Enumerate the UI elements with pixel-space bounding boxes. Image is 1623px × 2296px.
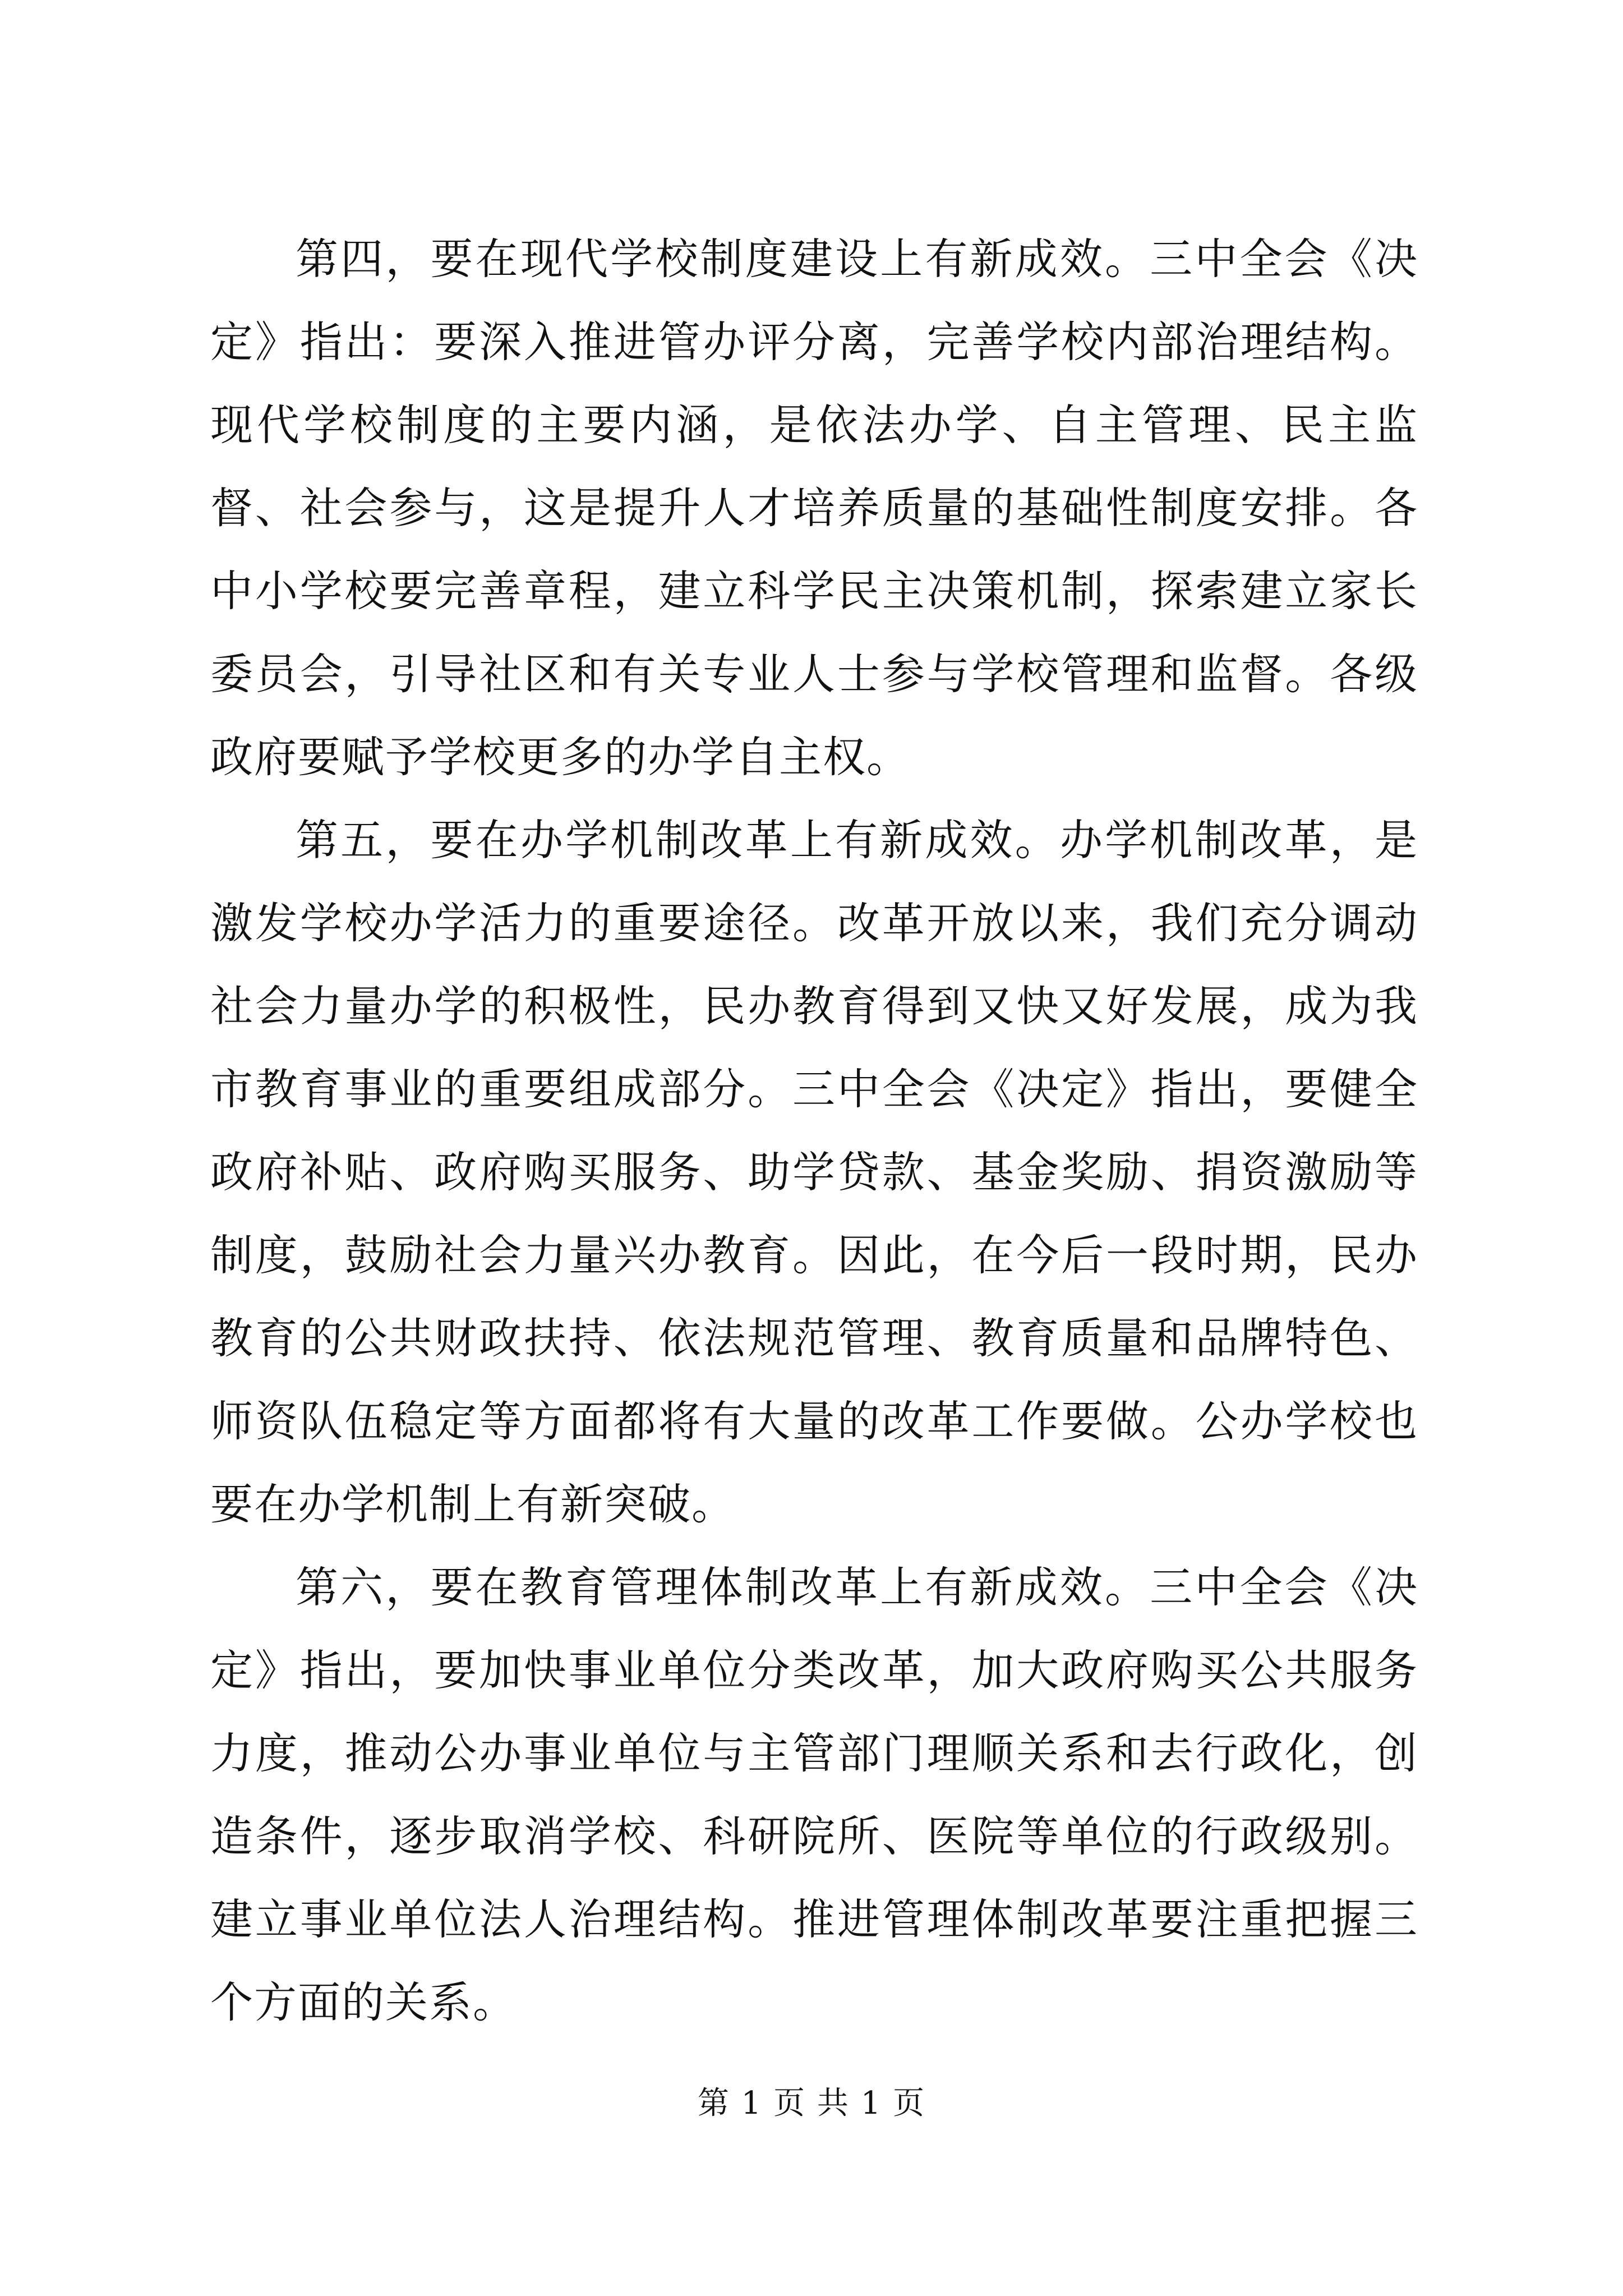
paragraph-section-five: 第五，要在办学机制改革上有新成效。办学机制改革，是激发学校办学活力的重要途径。改革开放以来，我们充分调动社会力量办学的积极性，民办教育得到又快又好发展，成为我市教育事业的重要组成部分。三中全会《决定》指出，要健全政府补贴、政府购买服务、助学贷款、基金奖励、捐资激励等制度，鼓励社会力量兴办教育。因此，在今后一段时期，民办教育的公共财政扶持、依法规范管理、教育质量和品牌特色、师资队伍稳定等方面都将有大量的改革工作要做。公办学校也要在办学机制上有新突破。 [210,815,1418,1529]
paragraph-section-six: 第六，要在教育管理体制改革上有新成效。三中全会《决定》指出，要加快事业单位分类改革，加大政府购买公共服务力度，推动公办事业单位与主管部门理顺关系和去行政化，创造条件，逐步取消学校、科研院所、医院等单位的行政级别。建立事业单位法人治理结构。推进管理体制改革要注重把握三个方面的关系。 [210,1562,1418,2027]
page-number-label: 第 1 页 共 1 页 [697,2085,926,2122]
document-body [210,218,1418,2044]
page-footer [0,2081,1623,2126]
paragraph-section-four: 第四，要在现代学校制度建设上有新成效。三中全会《决定》指出：要深入推进管办评分离，完善学校内部治理结构。现代学校制度的主要内涵，是依法办学、自主管理、民主监督、社会参与，这是提升人才培养质量的基础性制度安排。各中小学校要完善章程，建立科学民主决策机制，探索建立家长委员会，引导社区和有关专业人士参与学校管理和监督。各级政府要赋予学校更多的办学自主权。 [210,234,1418,782]
